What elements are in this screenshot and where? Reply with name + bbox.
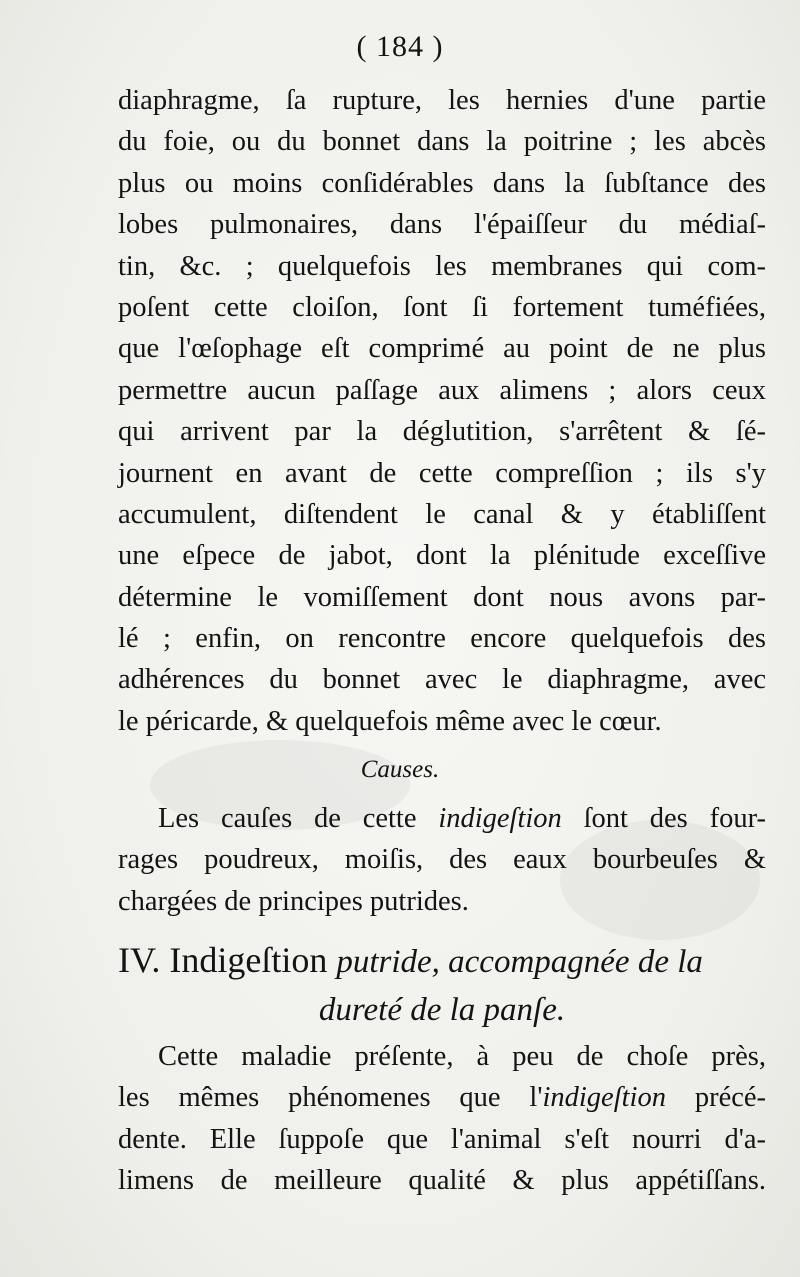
section-heading (118, 936, 766, 1034)
causes-heading: Causes. (360, 756, 440, 783)
text-segment: Les cauſes de cette (158, 803, 439, 834)
text-line: du foie, ou du bonnet dans la poitrine ; les abcès (118, 126, 766, 158)
paragraph-continued (118, 80, 766, 742)
text-line: lé ; enfin, on rencontre encore quelquefois des (118, 623, 766, 655)
text-segment: les mêmes phénomenes que l' (118, 1082, 543, 1114)
text-line: le péricarde, & quelquefois même avec le cœur. (118, 705, 662, 737)
text-line: Cette maladie préſente, à peu de choſe près, (158, 1041, 766, 1072)
italic-term: indigeſtion (542, 1082, 666, 1114)
text-line: limens de meilleure qualité & plus appétiſſans. (118, 1165, 766, 1197)
text-line: adhérences du bonnet avec le diaphragme, avec (118, 664, 766, 696)
text-line: une eſpece de jabot, dont la plénitude exceſſive (118, 540, 766, 572)
text-line: rages poudreux, moiſis, des eaux bourbeuſes & (118, 844, 766, 876)
causes-paragraph (118, 798, 766, 922)
text-line (118, 1077, 766, 1118)
text-line: détermine le vomiſſement dont nous avons par- (118, 581, 766, 613)
section-heading-line (118, 936, 766, 986)
text-line: plus ou moins conſidérables dans la ſubſtance des (118, 167, 766, 199)
section-title-italic: putride, accompagnée de la (336, 944, 703, 980)
text-line (118, 798, 766, 839)
section-numeral-title: IV. Indigeſtion (118, 940, 337, 980)
section-paragraph (118, 1036, 766, 1202)
text-line: diaphragme, ſa rupture, les hernies d'une partie (118, 85, 766, 116)
text-line: lobes pulmonaires, dans l'épaiſſeur du médiaſ- (118, 209, 766, 241)
section-heading-line: dureté de la panſe. (318, 992, 566, 1028)
italic-term: indigeſtion (438, 803, 562, 834)
text-line: poſent cette cloiſon, ſont ſi fortement tuméfiées, (118, 291, 766, 323)
text-line: tin, &c. ; quelquefois les membranes qui com- (118, 250, 766, 282)
text-segment: ſont des four- (561, 803, 766, 834)
text-line: dente. Elle ſuppoſe que l'animal s'eſt nourri d'a- (118, 1123, 766, 1155)
page-number: ( 184 ) (356, 30, 444, 63)
text-line: permettre aucun paſſage aux alimens ; alors ceux (118, 374, 766, 406)
text-line: qui arrivent par la déglutition, s'arrêtent & ſé- (118, 416, 766, 448)
text-line: que l'œſophage eſt comprimé au point de ne plus (118, 333, 766, 365)
text-line: chargées de principes putrides. (118, 885, 469, 917)
text-line: accumulent, diſtendent le canal & y établiſſent (118, 498, 766, 530)
text-line: journent en avant de cette compreſſion ; ils s'y (118, 457, 766, 489)
text-segment: précé- (665, 1082, 767, 1114)
